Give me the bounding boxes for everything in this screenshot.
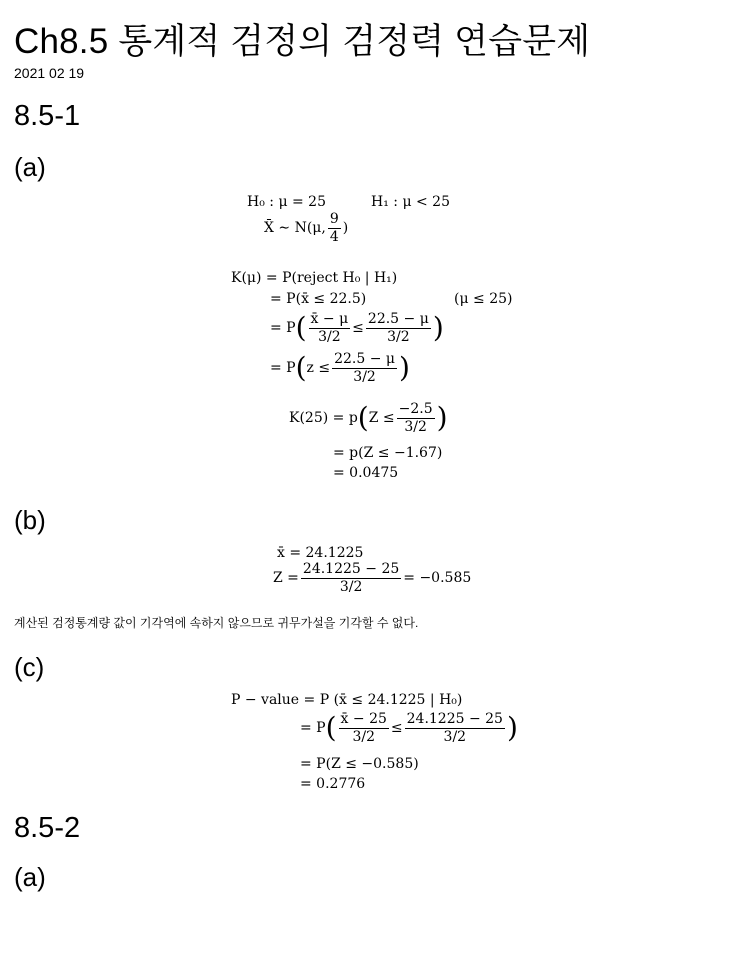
power-line-4 xyxy=(270,352,410,384)
fraction-numerator: 22.5 − μ xyxy=(367,311,429,327)
left-paren: ( xyxy=(325,711,337,745)
fraction-denominator: 3/2 xyxy=(339,578,363,595)
pvalue-line-4: = 0.2776 xyxy=(300,776,366,792)
section-heading-8-5-2: 8.5-2 xyxy=(14,812,81,844)
fraction xyxy=(309,312,351,344)
pvalue-line-1: P − value = P (x̄ ≤ 24.1225 | H₀) xyxy=(231,692,463,708)
part-label-a-2: (a) xyxy=(14,862,46,892)
hypothesis-h1: H₁ : μ < 25 xyxy=(371,194,450,210)
k25-line-1 xyxy=(289,402,448,434)
fraction-numerator: 9 xyxy=(329,211,339,227)
fraction-numerator: 24.1225 − 25 xyxy=(302,561,400,577)
post-date: 2021 02 19 xyxy=(14,65,85,81)
fraction-denominator: 3/2 xyxy=(352,728,375,745)
left-paren: ( xyxy=(357,401,369,435)
hypothesis-h0: H₀ : μ = 25 xyxy=(247,194,326,210)
power-line-1: K(μ) = P(reject H₀ | H₁) xyxy=(231,270,398,286)
part-label-b: (b) xyxy=(14,505,46,535)
lhs: Z = xyxy=(273,570,299,587)
part-label-a: (a) xyxy=(14,152,46,182)
lead: K(25) = p xyxy=(289,410,358,427)
fraction-denominator: 3/2 xyxy=(404,418,427,435)
pvalue-line-2 xyxy=(300,712,518,744)
conclusion-text: 계산된 검정통계량 값이 기각역에 속하지 않으므로 귀무가설을 기각할 수 없다. xyxy=(14,616,419,630)
fraction-denominator: 3/2 xyxy=(318,328,341,345)
fraction-denominator: 3/2 xyxy=(353,368,376,385)
fraction-numerator: 24.1225 − 25 xyxy=(406,711,503,727)
k25-line-3: = 0.0475 xyxy=(333,465,399,481)
power-line-3 xyxy=(270,312,444,344)
operator: ≤ xyxy=(352,320,364,337)
fraction-denominator: 3/2 xyxy=(443,728,467,745)
rhs: = −0.585 xyxy=(403,570,472,587)
lead: = P xyxy=(270,360,296,377)
page-title: Ch8.5 통계적 검정의 검정력 연습문제 xyxy=(14,22,591,61)
fraction xyxy=(332,352,397,384)
fraction xyxy=(339,712,389,744)
fraction xyxy=(405,712,505,744)
power-line-2-note: (μ ≤ 25) xyxy=(454,291,513,307)
left-paren: ( xyxy=(295,311,307,345)
right-paren: ) xyxy=(436,401,448,435)
right-paren: ) xyxy=(432,311,444,345)
fraction-denominator: 3/2 xyxy=(387,328,410,345)
dist-lhs: X̄ ∼ N(μ, xyxy=(264,220,326,237)
z-condition: Z ≤ xyxy=(368,410,395,427)
section-heading-8-5-1: 8.5-1 xyxy=(14,100,81,132)
right-paren: ) xyxy=(399,351,410,385)
z-condition: z ≤ xyxy=(306,360,331,377)
fraction-numerator: 22.5 − μ xyxy=(334,351,396,367)
lead: = P xyxy=(270,320,296,337)
xbar-value: x̄ = 24.1225 xyxy=(277,545,364,561)
fraction xyxy=(366,312,431,344)
part-label-c: (c) xyxy=(14,652,45,682)
operator: ≤ xyxy=(390,720,403,737)
fraction xyxy=(397,402,435,434)
left-paren: ( xyxy=(295,351,307,385)
lead: = P xyxy=(300,720,326,737)
z-statistic xyxy=(273,562,471,594)
dist-variance-fraction xyxy=(328,212,341,244)
fraction xyxy=(301,562,401,594)
fraction-numerator: x̄ − 25 xyxy=(340,711,387,727)
right-paren: ) xyxy=(506,711,518,745)
sampling-distribution xyxy=(264,212,348,244)
k25-line-2: = p(Z ≤ −1.67) xyxy=(333,445,443,461)
fraction-numerator: −2.5 xyxy=(398,401,433,417)
pvalue-line-3: = P(Z ≤ −0.585) xyxy=(300,756,419,772)
power-line-2: = P(x̄ ≤ 22.5) xyxy=(270,291,367,307)
fraction-denominator: 4 xyxy=(329,228,339,245)
fraction-numerator: x̄ − μ xyxy=(310,311,349,327)
dist-close: ) xyxy=(342,220,349,237)
